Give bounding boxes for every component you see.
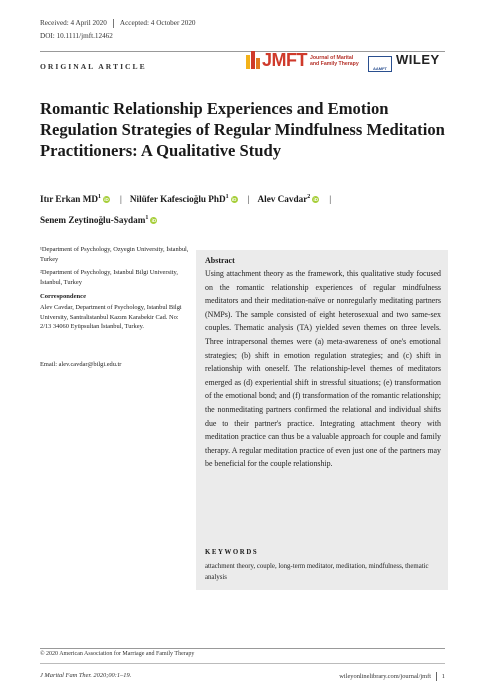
aamft-logo-text: AAMFT [373, 66, 387, 71]
footer-separator [436, 672, 437, 681]
correspondence-email[interactable]: Email: alev.cavdar@bilgi.edu.tr [40, 361, 122, 368]
page-number: 1 [441, 673, 445, 680]
orcid-icon[interactable]: iD [104, 197, 109, 203]
accepted-date: Accepted: 4 October 2020 [119, 19, 196, 27]
jmft-subtitle-line1: Journal of Marital [310, 54, 354, 61]
wiley-logo[interactable]: WILEY [396, 52, 440, 67]
meta-divider [113, 19, 114, 28]
author-name: Itır Erkan MD [40, 194, 99, 205]
doi-link[interactable]: DOI: 10.1111/jmft.12462 [40, 32, 113, 40]
abstract-heading: Abstract [205, 256, 235, 265]
footer-divider [40, 648, 445, 649]
header-divider [40, 51, 445, 52]
keywords-heading: KEYWORDS [205, 549, 259, 556]
orcid-icon[interactable]: iD [313, 197, 319, 203]
abstract-text: Using attachment theory as the framework, this qualitative study focused on the romantic relationship experiences of regular mindfulness meditators and their meditation-naïve or nonregularly meditating partners (NMPs). The sample consisted of eight heterosexual and two same-sex couples. Thematic analysis (TA) yielded seven themes on three levels. Three intrapersonal themes were (a) meta-awareness of one's emotional strategies; (b) shift in emotion regulation strategies; and (c) shift in relationship with oneself. The relationship-level themes of meditators emerged as (d) experiential shift in stressful situations; (e) transformation of the emotional bond; and (f) transformation of the romantic relationship; the nonmeditating partners confirmed the relational and individual shifts due to their partner's practice. Integrating attachment theory with meditation practice can thus be a valuable approach for couple and family therapy. A regular meditation practice of even just one of the partners may be beneficial for the couple relationship. [205, 269, 441, 469]
jmft-subtitle-line2: and Family Therapy [310, 60, 359, 67]
orcid-icon[interactable]: iD [151, 218, 157, 224]
author-list [40, 188, 445, 230]
footer-rule [40, 663, 445, 664]
author-separator: | [247, 194, 250, 205]
author-separator: | [120, 194, 122, 205]
author-name: Senem Zeytinoğlu-Saydam [40, 215, 146, 226]
affiliation-1: ¹Department of Psychology, Ozyegin University, İstanbul, Turkey [40, 246, 189, 263]
aamft-logo[interactable] [368, 56, 392, 72]
article-dates [40, 19, 196, 28]
jmft-logo[interactable] [246, 50, 359, 71]
article-section-label: ORIGINAL ARTICLE [40, 62, 147, 71]
keywords-list: attachment theory, couple, long-term meditator, meditation, mindfulness, thematic analysis [205, 563, 429, 581]
author-separator: | [329, 194, 332, 205]
journal-url[interactable]: wileyonlinelibrary.com/journal/jmft [339, 673, 431, 680]
jmft-wordmark: JMFT [262, 50, 307, 70]
jmft-subtitle [310, 55, 359, 67]
citation-text: J Marital Fam Ther. 2020;00:1–19. [40, 672, 132, 679]
author-affiliation-marker: 2 [307, 194, 311, 200]
article-title: Romantic Relationship Experiences and Emotion Regulation Strategies of Regular Mindfulness Meditation Practitioners: A Qualitative Study [40, 99, 445, 160]
journal-citation [40, 672, 131, 679]
received-date: Received: 4 April 2020 [40, 19, 107, 27]
jmft-mark-icon [246, 51, 260, 71]
affiliation-2: ²Department of Psychology, Istanbul Bilgi University, İstanbul, Turkey [40, 269, 178, 286]
author-affiliation-marker: 1 [225, 194, 229, 200]
correspondence-address: Alev Cavdar, Department of Psychology, Istanbul Bilgi University, Santralistanbul Kazım Karabekir Cad. No: 2/13 34060 Eyüpsultan İstanbul, Turkey. [40, 304, 182, 330]
author-affiliation-marker: 1 [98, 194, 102, 200]
orcid-icon[interactable]: iD [231, 197, 237, 203]
author-name: Nilüfer Kafescioğlu PhD [129, 194, 226, 205]
author-affiliation-marker: 1 [145, 215, 149, 222]
correspondence-heading: Correspondence [40, 293, 87, 300]
copyright-notice: © 2020 American Association for Marriage and Family Therapy [40, 651, 195, 657]
footer-right [339, 672, 445, 681]
author-name: Alev Cavdar [257, 194, 308, 205]
